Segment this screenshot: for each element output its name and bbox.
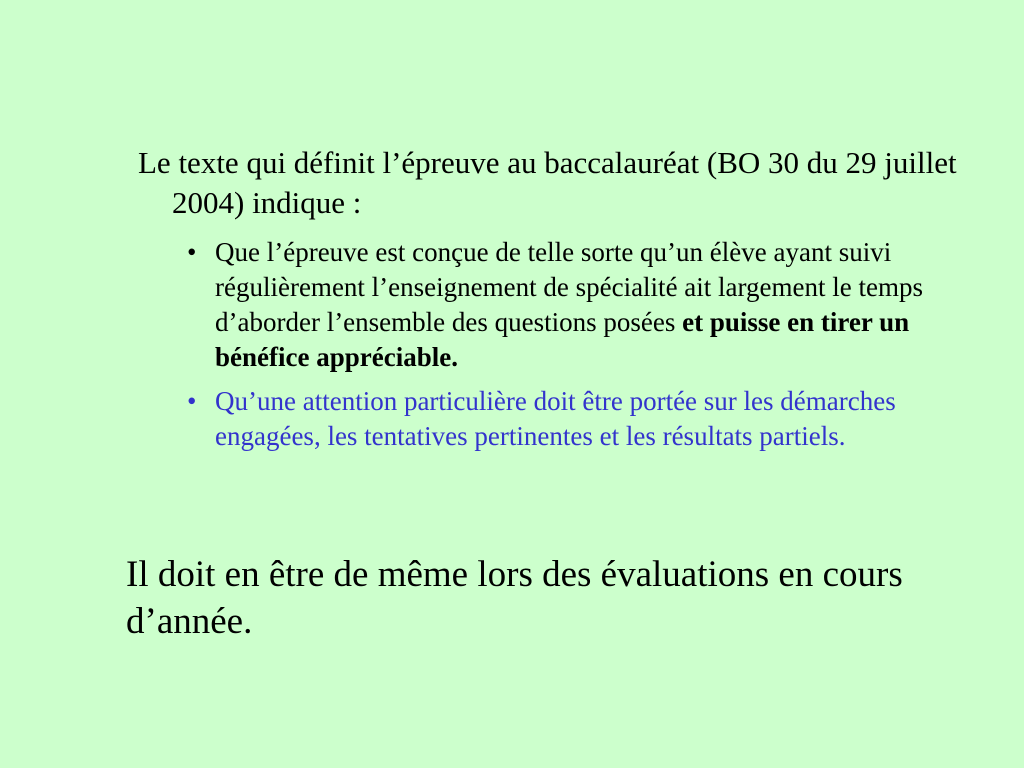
intro-text: Le texte qui définit l’épreuve au baccalauréat (BO 30 du 29 juillet 2004) indique : xyxy=(138,145,957,220)
bullet-text: Que l’épreuve est conçue de telle sorte qu’un élève ayant suivi régulièrement l’enseignement de spécialité ait largement le temps d’aborder l’ensemble des questions posées xyxy=(215,237,923,337)
bullet-list xyxy=(187,235,947,463)
list-item xyxy=(187,384,947,454)
list-item xyxy=(187,235,947,375)
bullet-icon: • xyxy=(187,386,197,416)
bullet-emphasis: et puisse en tirer un bénéfice appréciable. xyxy=(215,307,910,372)
bullet-icon: • xyxy=(187,237,197,267)
bullet-text: Qu’une attention particulière doit être portée sur les démarches engagées, les tentatives pertinentes et les résultats partiels. xyxy=(215,386,896,451)
conclusion-text: Il doit en être de même lors des évaluations en cours d’année. xyxy=(126,554,903,642)
